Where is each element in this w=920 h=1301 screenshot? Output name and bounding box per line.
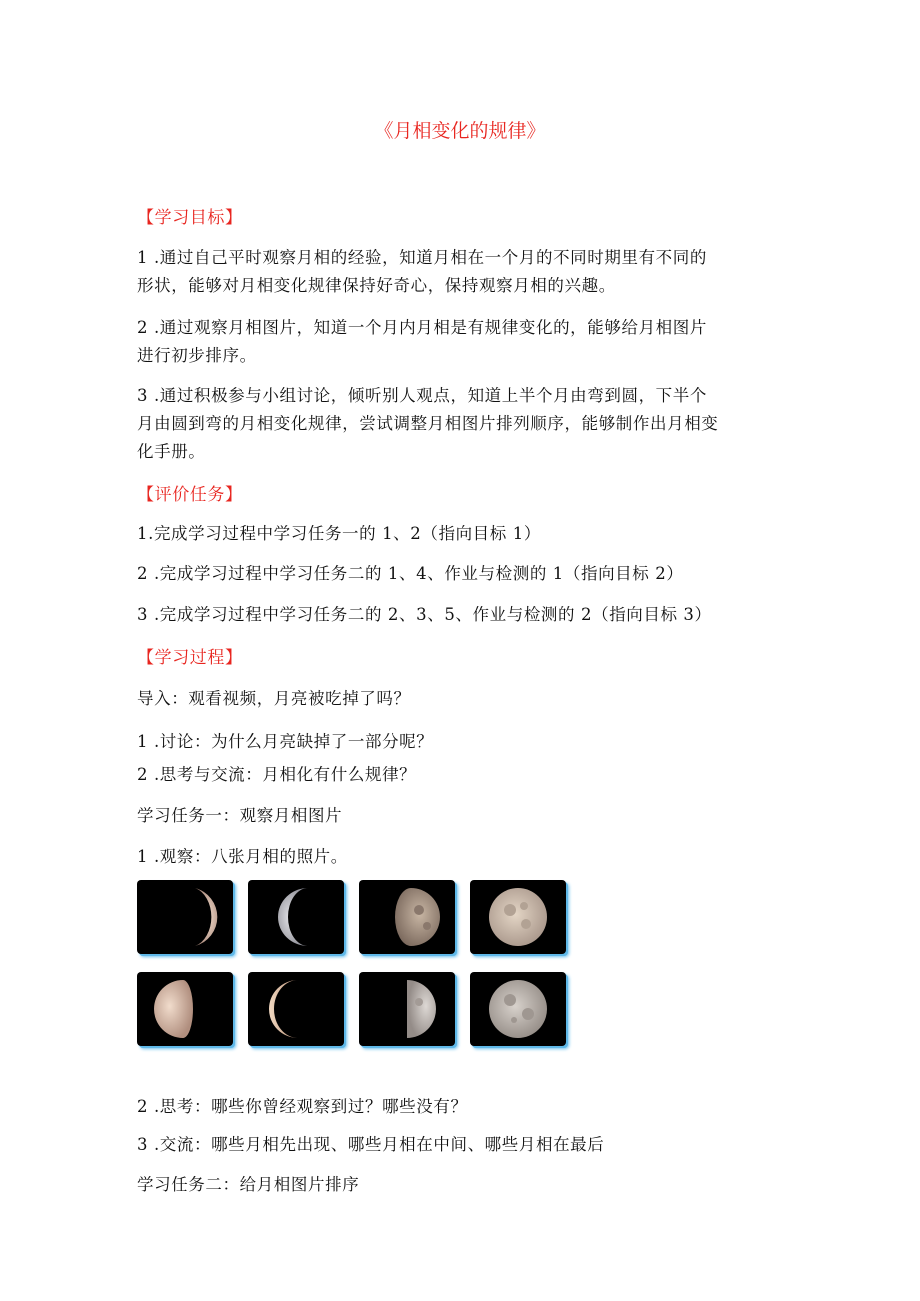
goal-item-3-line-3: 化手册。 <box>137 442 206 461</box>
task-2-title: 学习任务二：给月相图片排序 <box>137 1175 360 1194</box>
moon-photo-thin-crescent <box>248 972 344 1046</box>
goal-item-1-line-1: 1 .通过自己平时观察月相的经验，知道月相在一个月的不同时期里有不同的 <box>137 248 707 267</box>
task-1-item-2: 2 .思考：哪些你曾经观察到过？哪些没有？ <box>137 1097 468 1116</box>
evaluation-item-3: 3 .完成学习过程中学习任务二的 2、3、5、作业与检测的 2（指向目标 3） <box>137 605 712 624</box>
moon-photo-grid <box>135 878 580 1058</box>
goal-item-2-line-1: 2 .通过观察月相图片，知道一个月内月相是有规律变化的，能够给月相图片 <box>137 318 707 337</box>
moon-photo-crescent-grey <box>248 880 344 954</box>
goal-item-3-line-1: 3 .通过积极参与小组讨论，倾听别人观点，知道上半个月由弯到圆，下半个 <box>137 386 707 405</box>
task-1-item-3: 3 .交流：哪些月相先出现、哪些月相在中间、哪些月相在最后 <box>137 1135 605 1154</box>
process-intro: 导入：观看视频，月亮被吃掉了吗？ <box>137 689 411 708</box>
moon-photo-full-moon <box>470 880 566 954</box>
section-heading-goals: 【学习目标】 <box>137 208 243 228</box>
task-1-item-1: 1 .观察：八张月相的照片。 <box>137 847 348 866</box>
goal-item-3-line-2: 月由圆到弯的月相变化规律，尝试调整月相图片排列顺序，能够制作出月相变 <box>137 414 719 433</box>
evaluation-item-2: 2 .完成学习过程中学习任务二的 1、4、作业与检测的 1（指向目标 2） <box>137 564 684 583</box>
moon-photo-gibbous <box>359 880 455 954</box>
evaluation-item-1: 1.完成学习过程中学习任务一的 1、2（指向目标 1） <box>137 524 541 543</box>
goal-item-2-line-2: 进行初步排序。 <box>137 346 257 365</box>
process-question-2: 2 .思考与交流：月相化有什么规律？ <box>137 765 417 784</box>
goal-item-1-line-2: 形状，能够对月相变化规律保持好奇心，保持观察月相的兴趣。 <box>137 276 616 295</box>
section-heading-evaluation: 【评价任务】 <box>137 485 243 505</box>
section-heading-process: 【学习过程】 <box>137 648 243 668</box>
moon-photo-full-moon-grey <box>470 972 566 1046</box>
process-question-1: 1 .讨论：为什么月亮缺掉了一部分呢？ <box>137 732 434 751</box>
page-title: 《月相变化的规律》 <box>374 120 546 142</box>
task-1-title: 学习任务一：观察月相图片 <box>137 806 343 825</box>
moon-photo-gibbous-left-lit <box>137 972 233 1046</box>
moon-photo-waxing-crescent <box>137 880 233 954</box>
moon-photo-first-quarter <box>359 972 455 1046</box>
